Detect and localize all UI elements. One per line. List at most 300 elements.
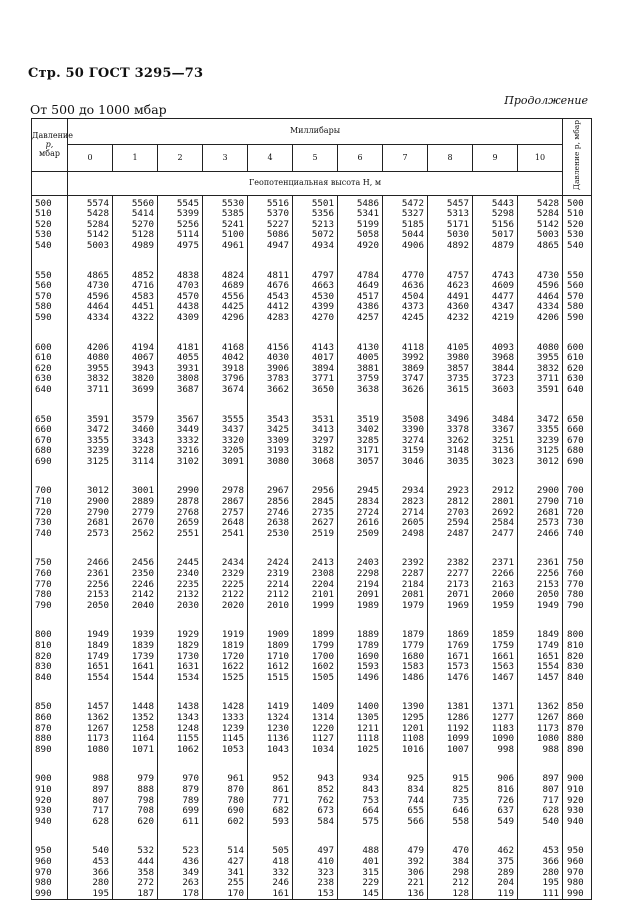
pressure-value-left: 570 <box>32 292 68 303</box>
height-value-cell: 3519 <box>338 396 383 426</box>
pressure-value-right: 750 <box>563 539 592 569</box>
height-value-cell: 2350 <box>113 569 158 580</box>
pressure-value-left: 600 <box>32 324 68 354</box>
height-value-cell: 2214 <box>248 580 293 591</box>
height-value-cell: 1343 <box>158 713 203 724</box>
height-value-cell: 4770 <box>383 252 428 282</box>
height-value-cell: 5501 <box>293 195 338 209</box>
height-value-cell: 3711 <box>518 374 563 385</box>
height-value-cell: 897 <box>518 755 563 785</box>
height-value-cell: 925 <box>383 755 428 785</box>
pressure-value-right: 980 <box>563 878 592 889</box>
height-value-cell: 3591 <box>518 385 563 396</box>
height-value-cell: 5003 <box>68 241 113 252</box>
height-value-cell: 5399 <box>158 209 203 220</box>
height-value-cell: 2298 <box>338 569 383 580</box>
height-value-cell: 4517 <box>338 292 383 303</box>
height-value-cell: 1267 <box>68 724 113 735</box>
height-value-cell: 2900 <box>68 497 113 508</box>
height-value-cell: 1409 <box>293 683 338 713</box>
table-row <box>32 889 592 900</box>
height-value-cell: 1476 <box>428 673 473 684</box>
height-value-cell: 852 <box>293 785 338 796</box>
height-value-cell: 2692 <box>473 508 518 519</box>
height-value-cell: 1428 <box>203 683 248 713</box>
height-value-cell: 488 <box>338 827 383 857</box>
pressure-value-right: 640 <box>563 385 592 396</box>
height-value-cell: 3579 <box>113 396 158 426</box>
height-value-cell: 4399 <box>293 302 338 313</box>
height-value-cell: 2681 <box>68 518 113 529</box>
height-value-cell: 4649 <box>338 281 383 292</box>
height-value-cell: 3251 <box>473 436 518 447</box>
height-value-cell: 1949 <box>518 601 563 612</box>
height-value-cell: 2703 <box>428 508 473 519</box>
height-value-cell: 4797 <box>293 252 338 282</box>
height-value-cell: 3543 <box>248 396 293 426</box>
column-header-5: 5 <box>293 145 338 171</box>
height-value-cell: 3674 <box>203 385 248 396</box>
height-value-cell: 2477 <box>473 529 518 540</box>
height-value-cell: 2562 <box>113 529 158 540</box>
height-value-cell: 1400 <box>338 683 383 713</box>
height-value-cell: 4309 <box>158 313 203 324</box>
height-value-cell: 3906 <box>248 364 293 375</box>
height-value-cell: 1690 <box>338 652 383 663</box>
table-row <box>32 252 592 282</box>
height-value-cell: 5313 <box>428 209 473 220</box>
height-value-cell: 1352 <box>113 713 158 724</box>
height-value-cell: 2934 <box>383 467 428 497</box>
column-header-10: 10 <box>518 145 563 171</box>
height-value-cell: 1145 <box>203 734 248 745</box>
height-value-cell: 549 <box>473 817 518 828</box>
height-value-cell: 3171 <box>338 446 383 457</box>
height-value-cell: 961 <box>203 755 248 785</box>
height-value-cell: 1680 <box>383 652 428 663</box>
height-value-cell: 2519 <box>293 529 338 540</box>
height-value-cell: 3125 <box>518 446 563 457</box>
height-value-cell: 4156 <box>248 324 293 354</box>
height-value-cell: 566 <box>383 817 428 828</box>
height-value-cell: 3125 <box>68 457 113 468</box>
height-value-cell: 410 <box>293 857 338 868</box>
height-value-cell: 4961 <box>203 241 248 252</box>
height-value-cell: 4143 <box>293 324 338 354</box>
height-value-cell: 2757 <box>203 508 248 519</box>
pressure-value-left: 680 <box>32 446 68 457</box>
height-value-cell: 514 <box>203 827 248 857</box>
height-value-cell: 3735 <box>428 374 473 385</box>
pressure-value-left: 860 <box>32 713 68 724</box>
pressure-value-left: 960 <box>32 857 68 868</box>
height-value-cell: 1879 <box>383 611 428 641</box>
height-value-cell: 289 <box>473 868 518 879</box>
pressure-value-right: 910 <box>563 785 592 796</box>
height-value-cell: 2889 <box>113 497 158 508</box>
height-value-cell: 5284 <box>518 209 563 220</box>
height-value-cell: 1080 <box>518 734 563 745</box>
pressure-value-left: 830 <box>32 662 68 673</box>
pressure-value-left: 510 <box>32 209 68 220</box>
height-value-cell: 280 <box>518 868 563 879</box>
height-value-cell: 1534 <box>158 673 203 684</box>
pressure-value-left: 900 <box>32 755 68 785</box>
height-value-cell: 427 <box>203 857 248 868</box>
pressure-value-left: 720 <box>32 508 68 519</box>
height-value-cell: 771 <box>248 796 293 807</box>
height-value-cell: 2681 <box>518 508 563 519</box>
height-value-cell: 1651 <box>518 652 563 663</box>
height-value-cell: 789 <box>158 796 203 807</box>
pressure-value-right: 880 <box>563 734 592 745</box>
height-value-cell: 111 <box>518 889 563 900</box>
height-value-cell: 1164 <box>113 734 158 745</box>
pressure-value-left: 780 <box>32 590 68 601</box>
height-value-cell: 5114 <box>158 230 203 241</box>
height-value-cell: 2266 <box>473 569 518 580</box>
height-value-cell: 2050 <box>68 601 113 612</box>
pressure-value-right: 680 <box>563 446 592 457</box>
height-value-cell: 2081 <box>383 590 428 601</box>
table-row <box>32 601 592 612</box>
height-value-cell: 3035 <box>428 457 473 468</box>
column-header-8: 8 <box>428 145 473 171</box>
height-value-cell: 3603 <box>473 385 518 396</box>
height-value-cell: 5428 <box>68 209 113 220</box>
pressure-value-left: 880 <box>32 734 68 745</box>
height-value-cell: 2112 <box>248 590 293 601</box>
height-value-cell: 735 <box>428 796 473 807</box>
pressure-value-right: 620 <box>563 364 592 375</box>
height-value-cell: 497 <box>293 827 338 857</box>
height-value-cell: 2801 <box>473 497 518 508</box>
height-value-cell: 332 <box>248 868 293 879</box>
height-value-cell: 2329 <box>203 569 248 580</box>
height-value-cell: 1989 <box>338 601 383 612</box>
height-value-cell: 1661 <box>473 652 518 663</box>
height-value-cell: 1371 <box>473 683 518 713</box>
pressure-value-right: 770 <box>563 580 592 591</box>
height-value-cell: 1779 <box>383 641 428 652</box>
height-value-cell: 1671 <box>428 652 473 663</box>
height-value-cell: 2173 <box>428 580 473 591</box>
pressure-value-left: 640 <box>32 385 68 396</box>
height-value-cell: 2856 <box>248 497 293 508</box>
height-value-cell: 1612 <box>248 662 293 673</box>
height-value-cell: 3943 <box>113 364 158 375</box>
height-value-cell: 2445 <box>158 539 203 569</box>
height-value-cell: 798 <box>113 796 158 807</box>
height-value-cell: 4270 <box>293 313 338 324</box>
height-value-cell: 3091 <box>203 457 248 468</box>
column-header-2: 2 <box>158 145 203 171</box>
height-value-cell: 4556 <box>203 292 248 303</box>
pressure-value-right: 560 <box>563 281 592 292</box>
pressure-value-left: 770 <box>32 580 68 591</box>
height-value-cell: 2050 <box>518 590 563 601</box>
height-value-cell: 4232 <box>428 313 473 324</box>
pressure-value-right: 830 <box>563 662 592 673</box>
height-value-cell: 1099 <box>428 734 473 745</box>
height-value-cell: 646 <box>428 806 473 817</box>
height-value-cell: 628 <box>518 806 563 817</box>
height-value-cell: 5213 <box>293 220 338 231</box>
height-value-cell: 3320 <box>203 436 248 447</box>
height-value-cell: 1071 <box>113 745 158 756</box>
pressure-value-left: 630 <box>32 374 68 385</box>
height-value-cell: 998 <box>473 745 518 756</box>
pressure-value-right: 700 <box>563 467 592 497</box>
height-value-cell: 3711 <box>68 385 113 396</box>
height-value-cell: 2498 <box>383 529 428 540</box>
height-value-cell: 3687 <box>158 385 203 396</box>
height-value-cell: 3955 <box>68 364 113 375</box>
height-value-cell: 4730 <box>518 252 563 282</box>
height-value-cell: 462 <box>473 827 518 857</box>
height-value-cell: 4975 <box>158 241 203 252</box>
height-value-cell: 1192 <box>428 724 473 735</box>
height-value-cell: 1949 <box>68 611 113 641</box>
height-value-cell: 2153 <box>68 590 113 601</box>
height-value-cell: 2091 <box>338 590 383 601</box>
height-value-cell: 1730 <box>158 652 203 663</box>
height-value-cell: 2967 <box>248 467 293 497</box>
empty-header-cell <box>32 171 68 195</box>
height-value-cell: 3159 <box>383 446 428 457</box>
height-value-cell: 5341 <box>338 209 383 220</box>
height-value-cell: 816 <box>473 785 518 796</box>
pressure-value-right: 530 <box>563 230 592 241</box>
height-value-cell: 1127 <box>293 734 338 745</box>
table-row <box>32 529 592 540</box>
height-value-cell: 3182 <box>293 446 338 457</box>
height-value-cell: 195 <box>68 889 113 900</box>
height-value-cell: 1899 <box>293 611 338 641</box>
table-row <box>32 857 592 868</box>
geopotential-height-table <box>31 118 592 900</box>
pressure-value-left: 970 <box>32 868 68 879</box>
pressure-value-left: 560 <box>32 281 68 292</box>
height-value-cell: 3699 <box>113 385 158 396</box>
height-value-cell: 4030 <box>248 353 293 364</box>
height-value-cell: 3239 <box>68 446 113 457</box>
height-value-cell: 3136 <box>473 446 518 457</box>
height-value-cell: 2319 <box>248 569 293 580</box>
pressure-value-left: 840 <box>32 673 68 684</box>
height-value-cell: 2194 <box>338 580 383 591</box>
height-value-cell: 3102 <box>158 457 203 468</box>
pressure-value-left: 890 <box>32 745 68 756</box>
table-row <box>32 817 592 828</box>
pressure-value-left: 800 <box>32 611 68 641</box>
table-row <box>32 539 592 569</box>
height-value-cell: 3820 <box>113 374 158 385</box>
height-value-cell: 1919 <box>203 611 248 641</box>
height-value-cell: 401 <box>338 857 383 868</box>
height-value-cell: 3378 <box>428 425 473 436</box>
height-value-cell: 2204 <box>293 580 338 591</box>
height-value-cell: 2060 <box>473 590 518 601</box>
height-value-cell: 5298 <box>473 209 518 220</box>
height-value-cell: 3591 <box>68 396 113 426</box>
height-value-cell: 1362 <box>68 713 113 724</box>
height-value-cell: 1053 <box>203 745 248 756</box>
pressure-value-right: 920 <box>563 796 592 807</box>
height-value-cell: 3262 <box>428 436 473 447</box>
height-value-cell: 3239 <box>518 436 563 447</box>
height-value-cell: 979 <box>113 755 158 785</box>
height-value-cell: 2573 <box>68 529 113 540</box>
height-value-cell: 1016 <box>383 745 428 756</box>
height-value-cell: 4425 <box>203 302 248 313</box>
height-value-cell: 575 <box>338 817 383 828</box>
height-value-cell: 3980 <box>428 353 473 364</box>
pressure-value-right: 580 <box>563 302 592 313</box>
height-value-cell: 5516 <box>248 195 293 209</box>
height-value-cell: 505 <box>248 827 293 857</box>
height-value-cell: 119 <box>473 889 518 900</box>
height-value-cell: 4892 <box>428 241 473 252</box>
height-value-cell: 2509 <box>338 529 383 540</box>
height-value-cell: 4296 <box>203 313 248 324</box>
height-value-cell: 2605 <box>383 518 428 529</box>
height-value-cell: 3844 <box>473 364 518 375</box>
height-value-cell: 4530 <box>293 292 338 303</box>
height-value-cell: 1062 <box>158 745 203 756</box>
height-value-cell: 2010 <box>248 601 293 612</box>
table-row <box>32 827 592 857</box>
pressure-value-right: 550 <box>563 252 592 282</box>
height-value-cell: 717 <box>68 806 113 817</box>
height-value-cell: 5185 <box>383 220 428 231</box>
height-value-cell: 4784 <box>338 252 383 282</box>
height-value-cell: 4219 <box>473 313 518 324</box>
height-value-cell: 2638 <box>248 518 293 529</box>
pressure-value-right: 900 <box>563 755 592 785</box>
pressure-value-left: 550 <box>32 252 68 282</box>
height-value-cell: 2867 <box>203 497 248 508</box>
pressure-value-left: 700 <box>32 467 68 497</box>
height-value-cell: 2456 <box>113 539 158 569</box>
height-value-cell: 4206 <box>68 324 113 354</box>
height-value-cell: 170 <box>203 889 248 900</box>
height-value-cell: 2573 <box>518 518 563 529</box>
height-value-cell: 1025 <box>338 745 383 756</box>
height-value-cell: 4105 <box>428 324 473 354</box>
height-value-cell: 2403 <box>338 539 383 569</box>
pressure-column-header-left <box>32 119 73 172</box>
height-value-cell: 3472 <box>518 396 563 426</box>
height-value-cell: 628 <box>68 817 113 828</box>
height-value-cell: 195 <box>518 878 563 889</box>
height-value-cell: 4609 <box>473 281 518 292</box>
pressure-column-header-right <box>563 119 592 196</box>
height-value-cell: 4636 <box>383 281 428 292</box>
height-value-cell: 4067 <box>113 353 158 364</box>
height-value-cell: 2724 <box>338 508 383 519</box>
height-value-cell: 1248 <box>158 724 203 735</box>
pressure-value-right: 610 <box>563 353 592 364</box>
height-value-cell: 1969 <box>428 601 473 612</box>
height-value-cell: 2235 <box>158 580 203 591</box>
height-value-cell: 5414 <box>113 209 158 220</box>
height-value-cell: 1939 <box>113 611 158 641</box>
table-row <box>32 611 592 641</box>
pressure-value-left: 740 <box>32 529 68 540</box>
column-number-row <box>32 145 592 171</box>
height-value-cell: 1602 <box>293 662 338 673</box>
height-value-cell: 5356 <box>293 209 338 220</box>
height-value-cell: 4017 <box>293 353 338 364</box>
height-value-cell: 3894 <box>293 364 338 375</box>
column-header-3: 3 <box>203 145 248 171</box>
pressure-value-right: 950 <box>563 827 592 857</box>
height-value-cell: 4947 <box>248 241 293 252</box>
height-value-cell: 5227 <box>248 220 293 231</box>
height-value-cell: 5284 <box>68 220 113 231</box>
height-value-cell: 3857 <box>428 364 473 375</box>
height-value-cell: 3367 <box>473 425 518 436</box>
height-value-cell: 717 <box>518 796 563 807</box>
height-value-cell: 1849 <box>68 641 113 652</box>
height-value-cell: 2714 <box>383 508 428 519</box>
pressure-value-left: 500 <box>32 195 68 209</box>
pressure-value-right: 690 <box>563 457 592 468</box>
height-value-cell: 4824 <box>203 252 248 282</box>
height-value-cell: 2834 <box>338 497 383 508</box>
height-value-cell: 5560 <box>113 195 158 209</box>
height-value-cell: 246 <box>248 878 293 889</box>
height-value-cell: 970 <box>158 755 203 785</box>
table-body <box>32 195 592 900</box>
column-header-1: 1 <box>113 145 158 171</box>
pressure-value-left: 950 <box>32 827 68 857</box>
height-value-cell: 879 <box>158 785 203 796</box>
height-value-cell: 2424 <box>248 539 293 569</box>
height-value-cell: 4477 <box>473 292 518 303</box>
geopotential-height-header: Геопотенциальная высота H, м <box>68 171 563 195</box>
pressure-value-right: 780 <box>563 590 592 601</box>
pressure-value-left: 850 <box>32 683 68 713</box>
height-value-cell: 1959 <box>473 601 518 612</box>
height-value-cell: 392 <box>383 857 428 868</box>
height-value-cell: 366 <box>518 857 563 868</box>
height-value-cell: 1979 <box>383 601 428 612</box>
height-value-cell: 1583 <box>383 662 428 673</box>
pressure-value-left: 710 <box>32 497 68 508</box>
height-value-cell: 2340 <box>158 569 203 580</box>
continuation-label: Продолжение <box>504 94 588 107</box>
pressure-value-right: 520 <box>563 220 592 231</box>
height-value-cell: 1909 <box>248 611 293 641</box>
height-value-cell: 843 <box>338 785 383 796</box>
height-value-cell: 952 <box>248 755 293 785</box>
height-value-cell: 3796 <box>203 374 248 385</box>
height-value-cell: 4743 <box>473 252 518 282</box>
height-value-cell: 540 <box>518 817 563 828</box>
height-value-cell: 1749 <box>518 641 563 652</box>
height-value-cell: 4623 <box>428 281 473 292</box>
height-value-cell: 444 <box>113 857 158 868</box>
height-value-cell: 2551 <box>158 529 203 540</box>
height-value-cell: 1720 <box>203 652 248 663</box>
height-value-cell: 3759 <box>338 374 383 385</box>
height-value-cell: 3023 <box>473 457 518 468</box>
height-value-cell: 2648 <box>203 518 248 529</box>
height-value-cell: 5457 <box>428 195 473 209</box>
table-row <box>32 467 592 497</box>
